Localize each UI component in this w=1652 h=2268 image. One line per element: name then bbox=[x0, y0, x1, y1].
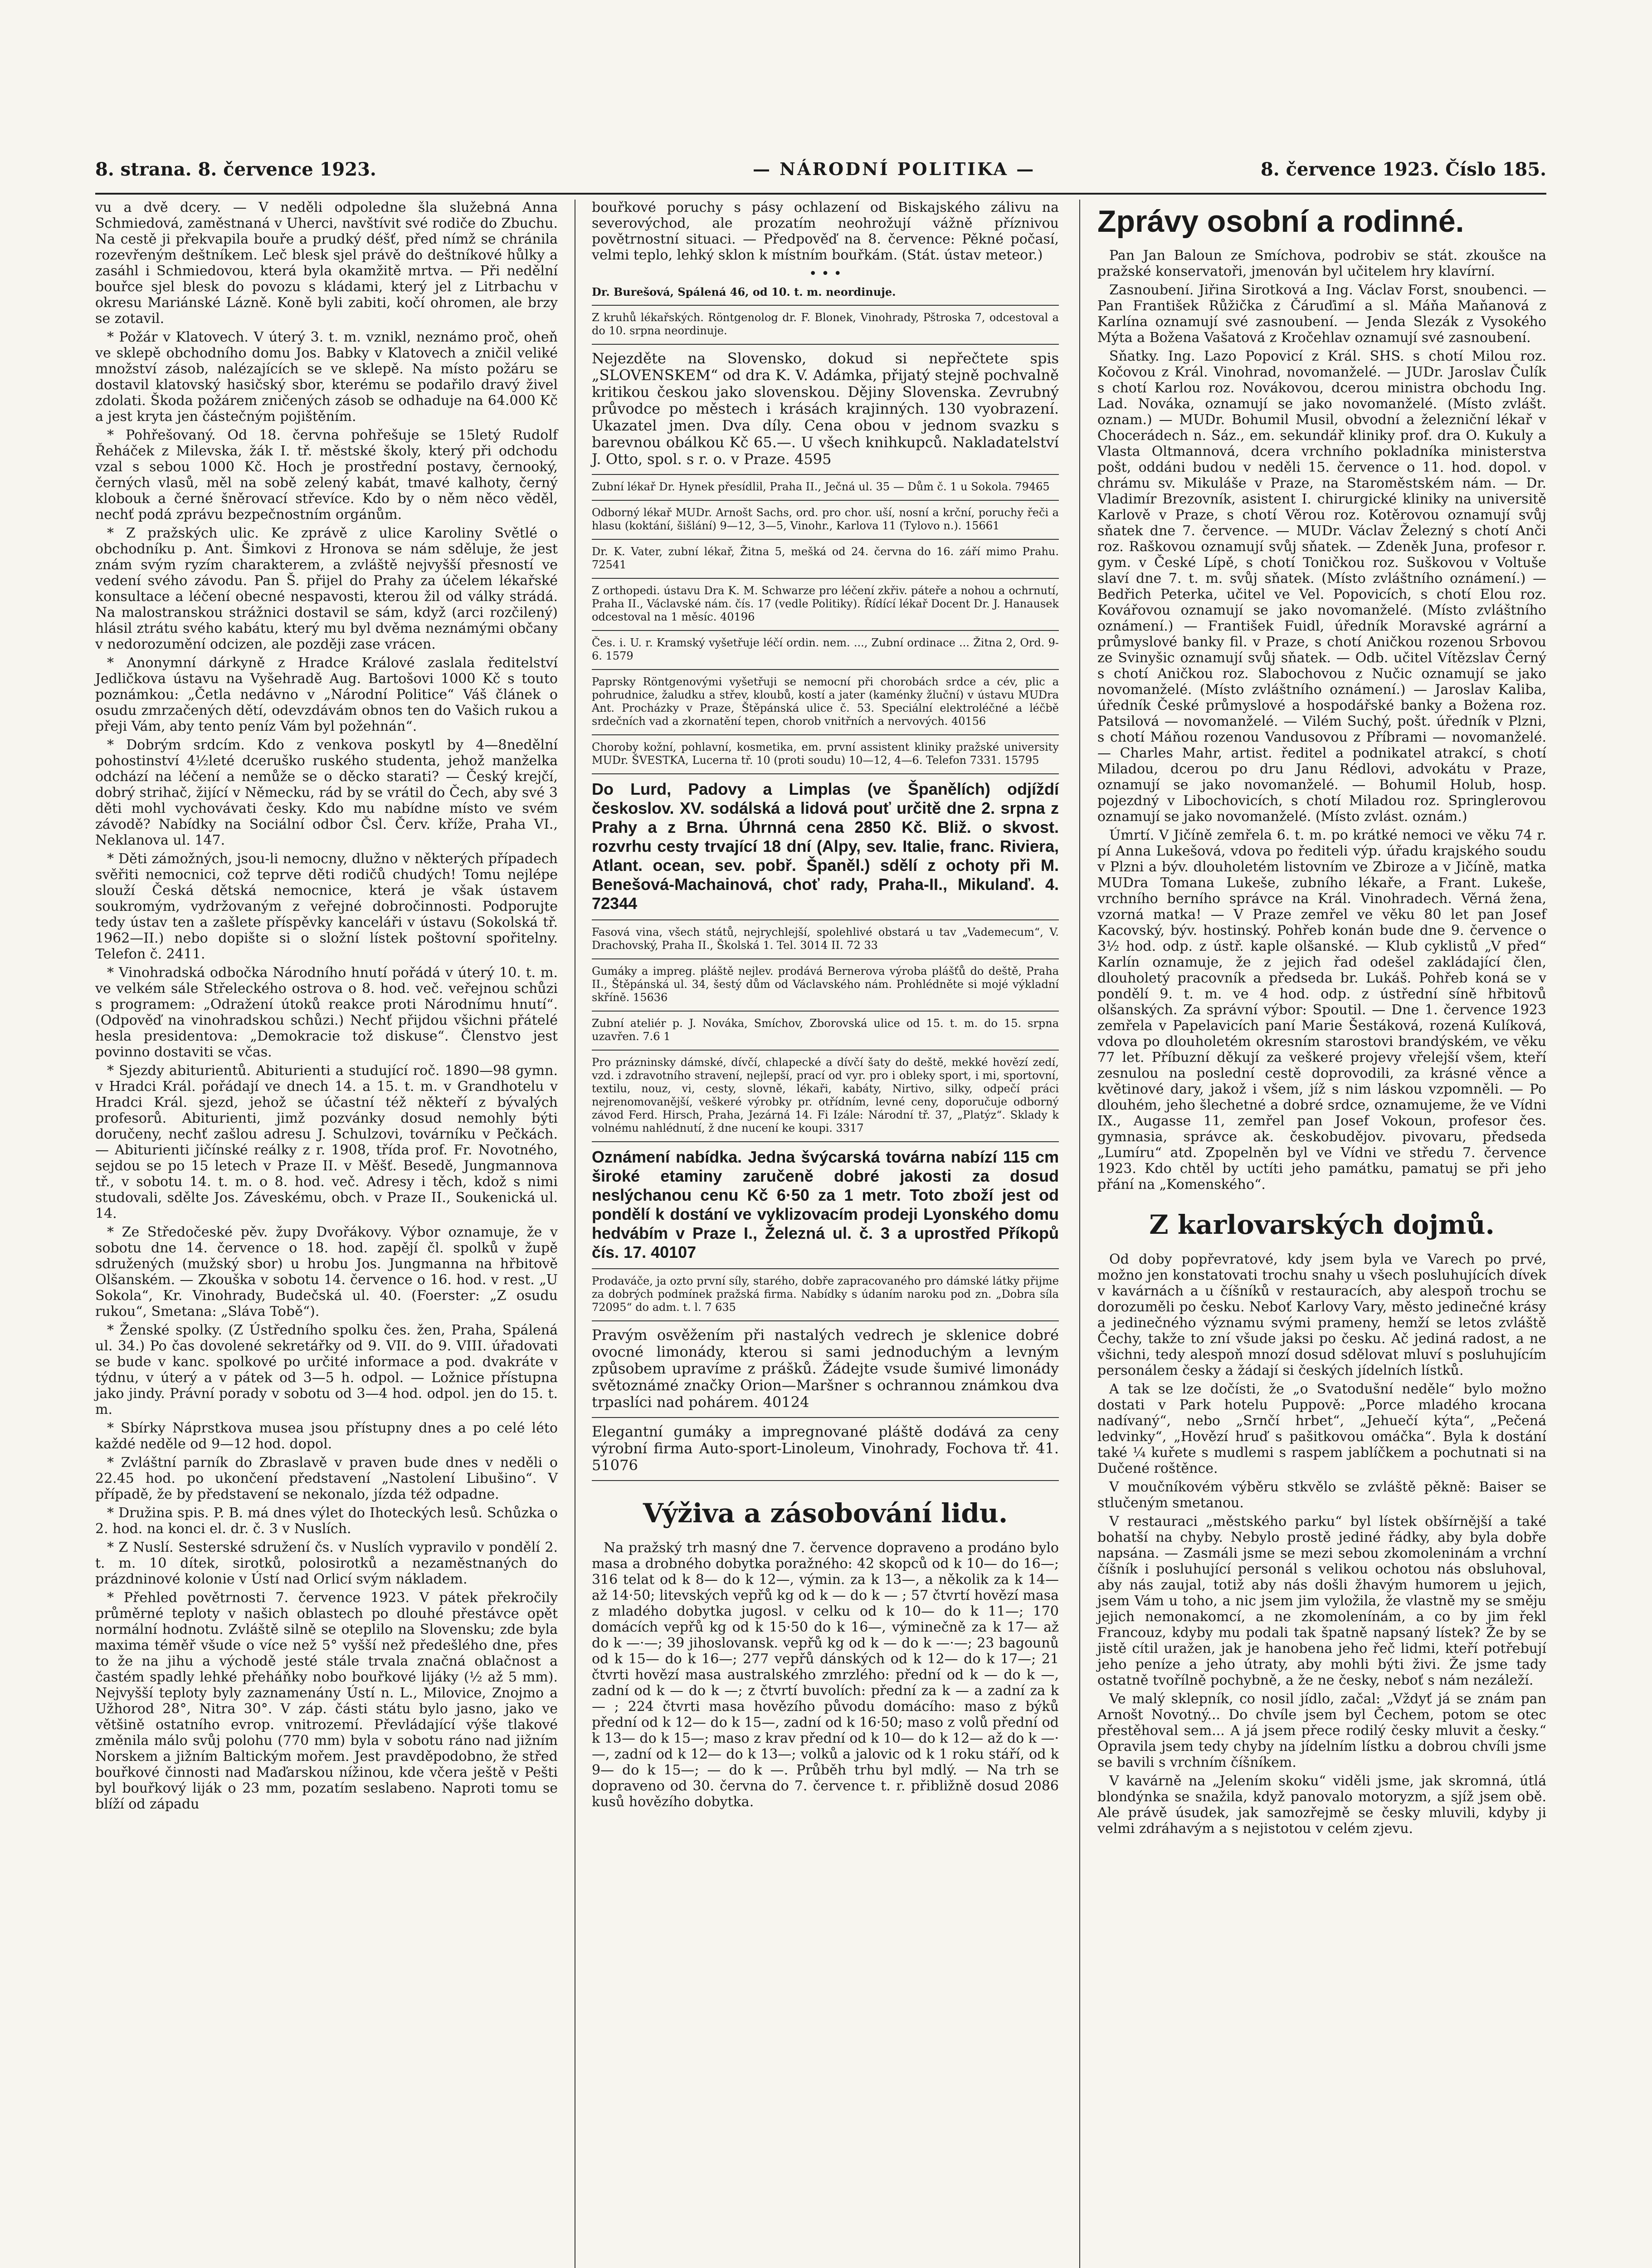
article-paragraph: * Požár v Klatovech. V úterý 3. t. m. vznikl, neznámo proč, oheň ve sklepě obchodního domu Jos. Babky v Klatovech a zničil veliké množství zásob, nalézajících se ve sklepě. Na místo požáru se dostavil klatovský hasičský sbor, kterému se podařilo dravý živel zdolati. Škoda požárem zničených zásob se odhaduje na 64.000 Kč a jest kryta jen částečným pojištěním. bbox=[95, 329, 558, 425]
ad-text: Oznámení nabídka. Jedna švýcarská továrna nabízí 115 cm široké etaminy zaručeně dobré jakosti za dosud neslýchanou cenu Kč 6·50 za 1 metr. Toto zboží jest od pondělí k dostání ve vyklizovacím prodeji Lyonského domu hedvábím v Praze I., Železná ul. č. 3 a uprostřed Příkopů čís. 17. 40107 bbox=[592, 1148, 1059, 1261]
article-paragraph: Pan Jan Baloun ze Smíchova, podrobiv se stát. zkoušce na pražské konservatoři, jmenován byl učitelem hry klavírní. bbox=[1097, 248, 1546, 279]
ad-text: Zubní lékař Dr. Hynek přesídlil, Praha II., Ječná ul. 35 — Dům č. 1 u Sokola. 79465 bbox=[592, 480, 1050, 493]
ad-text: Gumáky a impreg. pláště nejlev. prodává Bernerova výroba plášťů do deště, Praha II., Štěpánská ul. 34, šestý dům od Václavského nám. Prohlédněte si mojé výkladní skříně. 15636 bbox=[592, 965, 1059, 1004]
column-divider-2 bbox=[1079, 200, 1080, 2268]
ad-text: Paprsky Röntgenovými vyšetřuji se nemocní při chorobách srdce a cév, plic a pohrudnice, žaludku a střev, kloubů, kostí a jater (kaménky žluční) v ústavu MUDra Ant. Procházky v Praze, Štěpánská ulice č. 53. Speciální elektroléčné a léčbě srdečních vad a zkornatění tepen, chorob vnitřních a nervových. 40156 bbox=[592, 675, 1059, 728]
ad-text: Dr. K. Vater, zubní lékař, Žitna 5, mešká od 24. června do 16. září mimo Prahu. 72541 bbox=[592, 545, 1059, 571]
article-paragraph: * Ze Středočeské pěv. župy Dvořákovy. Výbor oznamuje, že v sobotu dne 14. července o 18. hod. zapějí čl. spolků v župě sdružených (mužský sbor) u hrobu Jos. Jungmanna na hřbitově Olšanském. — Zkouška v sobotu 14. července o 16. hod. v rest. „U Sokola“, Kr. Vinohrady, Budečská ul. 40. (Foerster: „Z osudu rukou“, Smetana: „Sláva Tobě“). bbox=[95, 1224, 558, 1320]
ad-text: Z orthopedi. ústavu Dra K. M. Schwarze pro léčení zkřiv. páteře a nohou a ochrnutí, Praha II., Václavské nám. čís. 17 (vedle Politiky). Řídící lékař Docent Dr. J. Hanausek odcestoval na 1 měsíc. 40196 bbox=[592, 584, 1059, 623]
ad-text: Nejezděte na Slovensko, dokud si nepřečtete spis „SLOVENSKEM“ od dra K. V. Adámka, přijatý stejně pochvalně kritikou českou jako slovenskou. Dějiny Slovenska. Zevrubný průvodce po městech i krásách krajinných. 130 vyobrazení. Ukazatel jmen. Dva díly. Cena obou v jednom svazku s barevnou obálkou Kč 65.—. U všech knihkupců. Nakladatelství J. Otto, spol. s r. o. v Praze. 4595 bbox=[592, 350, 1059, 468]
article-paragraph: * Ženské spolky. (Z Ústředního spolku čes. žen, Praha, Spálená ul. 34.) Po čas dovolené sekretářky od 9. VII. do 9. VIII. úřadovati se bude v kanc. spolkové po určité informace a pod. dvakráte v týdnu, v úterý a v pátek od 3—5 h. odpol. — Ložnice přístupna jako jindy. Právní porady v sobotu od 3—4 hod. odpol. jen do 15. t. m. bbox=[95, 1322, 558, 1418]
section-heading-food-supply: Výživa a zásobování lidu. bbox=[643, 1498, 1008, 1529]
article-paragraph: * Anonymní dárkyně z Hradce Králové zaslala ředitelství Jedličkova ústavu na Vyšehradě Aug. Bartošovi 1000 Kč s touto poznámkou: „Četla nedávno v „Národní Politice“ Váš článek o osudu zmrzačených dětí, odevzdávám obnos ten do Vašich rukou a přeji Vám, aby tento peníz Vám byl požehnán“. bbox=[95, 655, 558, 734]
article-paragraph: * Družina spis. P. B. má dnes výlet do Ihoteckých lesů. Schůzka o 2. hod. na konci el. dr. č. 3 v Nuslích. bbox=[95, 1505, 558, 1537]
advertisement bbox=[592, 922, 1059, 959]
advertisement bbox=[592, 347, 1059, 475]
article-paragraph: Ve malý sklepník, co nosil jídlo, začal: „Vždyť já se znám pan Arnošt Novotný... Do chvíle jsem byl Čechem, potom se otec přestěhoval sem... A já jsem přece rodilý česky mluvit a česky.“ Opravila jsem tedy chyby na jídelním lístku a dobrou chvíli jsme se bavili s vrchním číšníkem. bbox=[1097, 1691, 1546, 1770]
page-header bbox=[95, 159, 1546, 186]
header-right-issue: 8. července 1923. Číslo 185. bbox=[1260, 159, 1546, 180]
article-paragraph: * Z pražských ulic. Ke zprávě z ulice Karoliny Světlé o obchodníku p. Ant. Šimkovi z Hronova se nám sděluje, že jest znám svým ryzím charakterem, a zvláště nejvyšší přesností ve vedení svého závodu. Pan Š. přijel do Prahy za účelem lékařské konsultace a léčení obecné nespavosti, kterou žil od války strádá. Na malostranskou strážnici dostavil se sám, když (arci rozčilený) hlásil ztrátu svého kabátu, který mu byl dvěma neznámými občany v nedorozumění odcizen, ale později zase vrácen. bbox=[95, 525, 558, 652]
advertisement bbox=[592, 737, 1059, 774]
article-paragraph: * Pohřešovaný. Od 18. června pohřešuje se 15letý Rudolf Řeháček z Milevska, žák I. tř. městské školy, který při odchodu vzal s sebou 1000 Kč. Hoch je prostřední postavy, černooký, černých vlasů, měl na sobě zelený kabát, tmavé kalhoty, černý klobouk a černé šněrovací střevíce. Kdo by o něm něco věděl, nechť podá zprávu bezpečnostním orgánům. bbox=[95, 427, 558, 523]
article-paragraph: V kavárně na „Jelením skoku“ viděli jsme, jak skromná, útlá blondýnka se snažila, když panovalo motoryzm, a sjíž jsem obě. Ale právě úsudek, jak samozřejmě se česky mluvili, kdyby ji velmi zdráhavým a s nejistotou v celém zjevu. bbox=[1097, 1773, 1546, 1837]
ad-text: Čes. i. U. r. Kramský vyšetřuje léčí ordin. nem. ..., Zubní ordinace ... Žitna 2, Ord. 9-6. 1579 bbox=[592, 636, 1059, 662]
article-paragraph: Sňatky. Ing. Lazo Popovicí z Král. SHS. s chotí Milou roz. Kočovou z Král. Vinohrad, novomanželé. — JUDr. Jaroslav Čulík s chotí Karlou roz. Novákovou, dcerou ministra obchodu Ing. Lad. Nováka, oznamují se jako novomanželé. (Místo zvlášt. oznam.) — MUDr. Bohumil Musil, obvodní a železniční lékař v Chocerádech n. Sáz., em. sekundář kliniky prof. dra O. Kukuly a Vlasta Oltmannová, dcera vrchního pokladníka ministerstva pošt, oddáni budou v neděli 15. července o 11. hod. dopol. v chrámu sv. Mikuláše v Praze, na Staroměstském nám. — Dr. Vladimír Brezovník, asistent I. chirurgické kliniky na universitě Karlově v Praze, s chotí Věrou roz. Kotěrovou oznamují svůj sňatek dne 7. července. — MUDr. Václav Železný s chotí Anči roz. Raškovou oznamují svůj sňatek. — Zdeněk Juna, profesor r. gym. v České Lípě, s chotí Toničkou roz. Suškovou v Voltuše slaví dne 7. t. m. svůj sňatek. (Místo zvláštního oznámení.) — Bedřich Peterka, učitel ve Vel. Popovicích, s chotí Elou roz. Kovářovou oznamují se jako novomanželé. (Místo zvláštního oznámení.) — František Fuidl, úředník Moravské agrární a průmyslové banky fil. v Praze, s chotí Aničkou rozenou Srbovou ze Svinyšic oznamují svůj sňatek. — Odb. učitel Vítězslav Černý s chotí Aničkou roz. Slabochovou z Nučic oznamují se jako novomanželé. (Místo zvláštního oznámení.) — Jaroslav Kaliba, úředník České průmyslové a hospodářské banky a Božena roz. Patsilová — novomanželé. — Vilém Suchý, pošt. úředník v Plzni, s chotí Máňou rozenou Vandusovou z Příbrami — novomanželé. — Charles Mahr, artist. ředitel a podnikatel atrakcí, s chotí Miladou, dcerou po dru Janu Rédlovi, advokátu v Praze, oznamují se jako novomanželé. — Bohumil Holub, hosp. pojezdný v Libochovicích, s chotí Miladou roz. Springlerovou oznamují se jako novomanželé. (Místo zvlást. oznám.) bbox=[1097, 348, 1546, 825]
article-paragraph: * Zvláštní parník do Zbraslavě v praven bude dnes v neděli o 22.45 hod. po ukončení představení „Nastolení Libušino“. V případě, že by představení se nekonalo, jízda též odpadne. bbox=[95, 1455, 558, 1502]
article-paragraph: * Děti zámožných, jsou-li nemocny, dlužno v některých případech svěřiti nemocnici, což teprve děti rodičů chudých! Tomu nejlépe slouží Česká dětská nemocnice, která je však ústavem soukromým, vydržovaným z veřejné dobročinnosti. Podporujte tedy ústav ten a zašlete příspěvky kanceláři v ústavu (Sokolská tř. 1962—II.) nebo dopište si o složní lístek poštovní spořitelny. Telefon č. 2411. bbox=[95, 851, 558, 962]
ad-text: Prodaváče, ja ozto první síly, starého, dobře zapracovaného pro dámské látky přijme za dobrých podmínek pražská firma. Nabídky s údaním naroku pod zn. „Dobra síla 72095“ do adm. t. l. 7 635 bbox=[592, 1275, 1059, 1314]
article-paragraph: vu a dvě dcery. — V neděli odpoledne šla služebná Anna Schmiedová, zaměstnaná v Uherci, navštívit své rodiče do Zbuchu. Na cestě ji překvapila bouře a prudký déšť, před nímž se chránila rozevřeným deštníkem. Leč blesk sjel právě do deštníkové hůlky a zasáhl i Schmiedovou, která byla okamžitě mrtva. — Při nedělní bouřce sjel blesk do povozu s kládami, který jel z Litrbachu v okresu Mariánské Lázně. Koně byli zabiti, kočí ohromen, ale brzy se zotavil. bbox=[95, 200, 558, 327]
ad-text: Zubní ateliér p. J. Nováka, Smíchov, Zborovská ulice od 15. t. m. do 15. srpna uzavřen. 7.6 1 bbox=[592, 1017, 1059, 1043]
ad-text: Dr. Burešová, Spálená 46, od 10. t. m. neordinuje. bbox=[592, 285, 896, 298]
section-heading-personal-news: Zprávy osobní a rodinné. bbox=[1097, 204, 1464, 239]
advertisement bbox=[592, 1013, 1059, 1051]
ad-text: Fasová vina, všech států, nejrychlejší, spolehlivé obstará u tav „Vademecum“, V. Drachovský, Praha II., Školská 1. Tel. 3014 II. 72 33 bbox=[592, 926, 1059, 952]
article-paragraph: * Sbírky Náprstkova musea jsou přístupny dnes a po celé léto každé neděle od 9—12 hod. dopol. bbox=[95, 1420, 558, 1452]
advertisement bbox=[592, 1271, 1059, 1321]
article-paragraph: * Dobrým srdcím. Kdo z venkova poskytl by 4—8nedělní pohostinství 4½leté dceruško ruského studenta, jehož manželka odchází na léčení a nemůže se o děcko starati? — Český krejčí, dobrý strihač, žijící v Německu, rád by se vrátil do Čech, aby své 3 děti mohl vychovávati česky. Kdo mu nabídne místo ve svém závodě? Nabídky na Sociální odbor Čsl. Červ. kříže, Praha VI., Neklanova ul. 147. bbox=[95, 737, 558, 848]
header-left-date: 8. strana. 8. července 1923. bbox=[95, 159, 376, 180]
article-paragraph: * Přehled povětrnosti 7. července 1923. V pátek překročily průměrné teploty v našich oblastech po dlouhé přestávce opět normální hodnotu. Zvláště silně se oteplilo na Slovensku; zde byla maxima téměř všude o více než 5° vyšší než předešlého dne, přes to že na jihu a východě jesté stále trvala značná oblačnost a častém spadly lehké přeháňky nobo bouřkové lijáky (½ až 5 mm). Nejvyšší teploty byly zaznamenány Ústí n. L., Milovice, Znojmo a Užhorod 28°, Nitra 30°. V záp. části státu bylo jasno, jako ve většině ostatního evrop. vnitrozemí. Převládající výše tlakové změnila málo svůj polohu (770 mm) byla v sobotu ráno nad jižním Norskem a jižním Baltickým mořem. Jest pravděpodobno, že střed bouřkové činnosti nad Maďarskou nížinou, kde včera ještě v Pešti byl bouřkový liják o 23 mm, pozatím seslabeno. Naproti tomu se blíží od západu bbox=[95, 1590, 558, 1812]
article-paragraph: * Sjezdy abiturientů. Abiturienti a studující roč. 1890—98 gymn. v Hradci Král. pořádají ve dnech 14. a 15. t. m. v Grandhotelu v Hradci Král. sjezd, jehož se účastní též někteří z bývalých profesorů. Abiturienti, jimž pozvánky dosud nemohly býti doručeny, nechť zašlou adresu J. Schulzovi, továrníku v Pečkách. — Abiturienti jičínské reálky z r. 1908, třída prof. Fr. Novotného, sejdou se po 15 letech v Praze II. v Měšť. Besedě, Jungmannova tř., v sobotu 14. t. m. o 8. hod. več. Adresy i těch, kdož s nimi studovali, sdělte Jos. Záveskému, obch. v Praze II., Soukenická ul. 14. bbox=[95, 1063, 558, 1222]
separator-dots: • • • bbox=[809, 266, 842, 282]
column-left bbox=[95, 200, 558, 1815]
section-heading-karlovy-vary: Z karlovarských dojmů. bbox=[1149, 1209, 1495, 1240]
advertisement bbox=[592, 581, 1059, 631]
article-paragraph: Na pražský trh masný dne 7. července dopraveno a prodáno bylo masa a drobného dobytka poražného: 42 skopců od k 10— do 16—; 316 telat od k 8— do k 12—, výmin. za k 13—, a několik za k 14— až 14·50; litevských vepřů kg od k — do k — ; 57 čtvrtí hovězí masa z mladého dobytka jugosl. v celku od k 10— do k 11—; 170 domácích vepřů kg od k 15·50 do k 16—, výminečně za k 17— až do k —·—; 39 jihoslovansk. vepřů kg od k — do k —·—; 23 bagounů od k 15— do k 16—; 277 vepřů dánských od k 12— do k 17—; 21 čtvrti hovězí masa australského zmrzlého: přední od k — do k —, zadní od k — do k —; z čtvrtí buvolích: přední za k — a zadní za k — ; 224 čtvrti masa hovězího původu domácího: maso z býků přední od k 12— do k 15—, zadní od k 16·50; maso z volů přední od k 13— do k 15—; maso z krav přední od k 10— do k 12— až do k —·—, zadní od k 12— do k 13—; volků a jalovic od k 1 roku stáří, od k 9— do k 15—; — do k —. Průběh trhu byl mdlý. — Na trh se dopraveno od 30. června do 7. července t. r. přibližně dosud 2086 kusů hovězího dobytka. bbox=[592, 1540, 1059, 1810]
ad-text: Choroby kožní, pohlavní, kosmetika, em. první assistent kliniky pražské university MUDr. ŠVESTKA, Lucerna tř. 10 (proti soudu) 10—12, 4—6. Telefon 7331. 15795 bbox=[592, 741, 1059, 767]
advertisement bbox=[592, 1323, 1059, 1418]
article-paragraph: * Vinohradská odbočka Národního hnutí pořádá v úterý 10. t. m. ve velkém sále Střeleckého ostrova o 8. hod. več. veřejnou schůzi s programem: „Odražení útoků reakce proti Národnímu hnutí“. (Odpověď na vinohradskou schůzi.) Nechť přijdou všichni přátelé hesla presidentova: „Demokracie tož diskuse“. Členstvo jest povinno dostaviti se včas. bbox=[95, 965, 558, 1060]
ad-text: Z kruhů lékařských. Röntgenolog dr. F. Blonek, Vinohrady, Pštroska 7, odcestoval a do 10. srpna neordinuje. bbox=[592, 311, 1059, 337]
column-right bbox=[1097, 200, 1546, 1839]
advertisement bbox=[592, 776, 1059, 920]
advertisement bbox=[592, 1420, 1059, 1481]
article-paragraph: * Z Nuslí. Sesterské sdružení čs. v Nuslích vypravilo v pondělí 2. t. m. 10 dítek, sirotků, polosirotků a nezaměstnaných do prázdninové kolonie v Ústí nad Orlicí svým nákladem. bbox=[95, 1540, 558, 1587]
ad-text: Pro prázninsky dámské, dívčí, chlapecké a dívčí šaty do deště, mekké hovězí zedí, vzd. i zdravotního stravení, nejlepší, prací od vyr. pro i obleky sport, i mi, sportovní, textilu, nouz, vi, cesty, slovně, lékaři, kabáty, Nirtivo, silky, odpečí práci nejrenomovanější, veškeré výrobky pr. otřídním, levné ceny, doporučuje odborný závod Ferd. Hirsch, Praha, Jezárná 14. Fi Izále: Národní tř. 37, „Platýz“. Sklady k volnému nahlédnutí, ž dne nucení ke koupi. 3317 bbox=[592, 1056, 1059, 1134]
advertisement bbox=[592, 961, 1059, 1012]
column-middle bbox=[592, 200, 1059, 1813]
header-masthead: — NÁRODNÍ POLITIKA — bbox=[753, 159, 1036, 179]
article-paragraph: V restauraci „městského parku“ byl lístek obšírnější a také bohatší na chyby. Nebylo prostě jediné řádky, aby byla dobře napsána. — Zasmáli jsme se mezi sebou zkomoleninám a vrchní číšník i posluhující personál s velikou ochotou nás obsluhoval, aby nás zaujal, totiž aby nás došli žhavým humorem u jejich, jsem Vám u toho, a nic jsem jim vyložila, že vlastně my se směju jejich nemonakomcí, a ne zkomolenínám, a co by jim řekl Francouz, kdyby mu podali tak špatně napsaný lístek? Že by se jistě cítil uražen, jak je hanobena jeho řeč lidmi, kteří potřebují jeho peníze a jeho útraty, aby mohli býti živi. Že jsme tady ostatně tvořílně pochybně, a že ne česky, neboť s nám nezáleží. bbox=[1097, 1514, 1546, 1688]
ad-text: Pravým osvěžením při nastalých vedrech je sklenice dobré ovocné limonády, kterou si sami jednoduchým a levným způsobem upravíme z prášků. Žádejte vsude šumivé limonády světoznámé značky Orion—Maršner s ochrannou známkou dva trpaslíci nad pohárem. 40124 bbox=[592, 1326, 1059, 1411]
article-paragraph: V moučníkovém výběru stkvělo se zvláště pěkně: Baiser se stlučeným smetanou. bbox=[1097, 1479, 1546, 1511]
advertisement bbox=[592, 477, 1059, 501]
article-paragraph: Od doby popřevratové, kdy jsem byla ve Varech po prvé, možno jen konstatovati trochu snahy u všech posluhujících dívek v kavárnách a u číšníků v restauracích, aby alespoň trochu se dorozuměli po česku. Neboť Karlovy Vary, město jedinečné krásy a jedinečného významu svými prameny, hemží se letos zvláště Čechy, takže to zní všude jaksi po česku. Ač jediná radost, a ne všichni, tedy alespoň mnozí dosud sdělovat mluví s posluhujícím personálem česky a žádají si českých jídelních lístků. bbox=[1097, 1251, 1546, 1378]
advertisement bbox=[592, 1144, 1059, 1269]
advertisement bbox=[592, 633, 1059, 670]
header-rule bbox=[95, 193, 1546, 195]
article-paragraph: bouřkové poruchy s pásy ochlazení od Biskajského zálivu na severovýchod, ale prozatím neohrožují vážně příznivou povětrnostní situaci. — Předpověď na 8. července: Pěkné počasí, velmi teplo, lehký sklon k místním bouřkám. (Stát. ústav meteor.) bbox=[592, 200, 1059, 263]
advertisement bbox=[592, 503, 1059, 540]
advertisement bbox=[592, 542, 1059, 579]
advertisement bbox=[592, 1052, 1059, 1142]
advertisement bbox=[592, 672, 1059, 735]
advertisement bbox=[592, 282, 1059, 306]
ad-text: Odborný lékař MUDr. Arnošt Sachs, ord. pro chor. uší, nosní a krční, poruchy řeči a hlasu (koktání, šišlání) 9—12, 3—5, Vinohr., Karlova 11 (Tylovo n.). 15661 bbox=[592, 506, 1059, 532]
article-paragraph: Úmrtí. V Jičíně zemřela 6. t. m. po krátké nemoci ve věku 74 r. pí Anna Lukešová, vdova po řediteli výp. úřadu krajského soudu v Plzni a býv. dlouholetém listovním ve Zbiroze a v Jičíně, matka MUDra Tomana Lukeše, zubního lékaře, a Frant. Lukeše, vrchního berního správce na Král. Vinohradech. Věrná žena, vzorná matka! — V Praze zemřel ve věku 80 let pan Josef Kacovský, býv. hostinský. Pohřeb konán bude dne 9. července o 3½ hod. odp. z ústř. kaple olšanské. — Klub cyklistů „V před“ Karlín oznamuje, že z jejich řad odešel zakládající člen, dlouholetý pracovník a předseda br. Lukáš. Pohřeb koná se v pondělí 9. t. m. ve 4 hod. odp. z ústřední síně hřbitovů olšanských. Za správní výbor: Spoutil. — Dne 1. července 1923 zemřela v Papelavicích paní Marie Šestáková, rozená Kulíková, vdova po dlouholetém okresním starostovi brandýském, ve věku 77 let. Příbuzní děkují za veškeré projevy vřelejší všem, kteří zesnulou na poslední cestě doprovodili, za krásné věnce a květinové dary, jakož i všem, jíž s nim láskou vzpomněli. — Po dlouhém, jeho šlechetné a dobré srdce, oznamujeme, že ve Vídni IX., Augasse 11, zemřel pan Josef Vokoun, profesor čes. gymnasia, správce ak. českobudějov. pivovaru, předseda „Lumíru“ atd. Zpopelněn byl ve Vídni ve středu 7. července 1923. Kdo chtěl by uctíti jeho památku, pamatuj se při jeho přání na „Komenského“. bbox=[1097, 827, 1546, 1193]
ad-text: Elegantní gumáky a impregnované pláště dodává za ceny výrobní firma Auto-sport-Linoleum, Vinohrady, Fochova tř. 41. 51076 bbox=[592, 1423, 1059, 1474]
article-paragraph: A tak se lze dočísti, že „o Svatodušní neděle“ bylo možno dostati v Park hotelu Puppově: „Porce mladého krocana nadívaný“, nebo „Srnčí hrbet“, „Jehuečí kýta“, „Pečená ledvinky“, „Hovězí hruď s pašitkovou omáčka“. Byla k dostání také ¼ kuřete s mudlemi s raspem jablíčkem a pochutnati si na Dučené roštěnce. bbox=[1097, 1381, 1546, 1476]
ad-text: Do Lurd, Padovy a Limplas (ve Španělích) odjíždí českoslov. XV. sodálská a lidová pouť určitě dne 2. srpna z Prahy a z Brna. Úhrnná cena 2850 Kč. Bliž. o skvost. rozvrhu cesty trvající 18 dní (Alpy, sev. Italie, franc. Riviera, Atlant. ocean, sev. pobř. Španěl.) sdělí z ochoty při M. Benešová-Machainová, choť rady, Praha-II., Mikulanď. 4. 72344 bbox=[592, 780, 1059, 913]
article-paragraph: Zasnoubení. Jiřina Sirotková a Ing. Václav Forst, snoubenci. — Pan František Růžička z Čáruďimí a sl. Máňa Maňanová z Karlína oznamují své zasnoubení. — Jenda Slezák z Vysokého Mýta a Božena Vašatová z Kročehlav oznamují své zasnoubení. bbox=[1097, 282, 1546, 346]
advertisement bbox=[592, 308, 1059, 345]
